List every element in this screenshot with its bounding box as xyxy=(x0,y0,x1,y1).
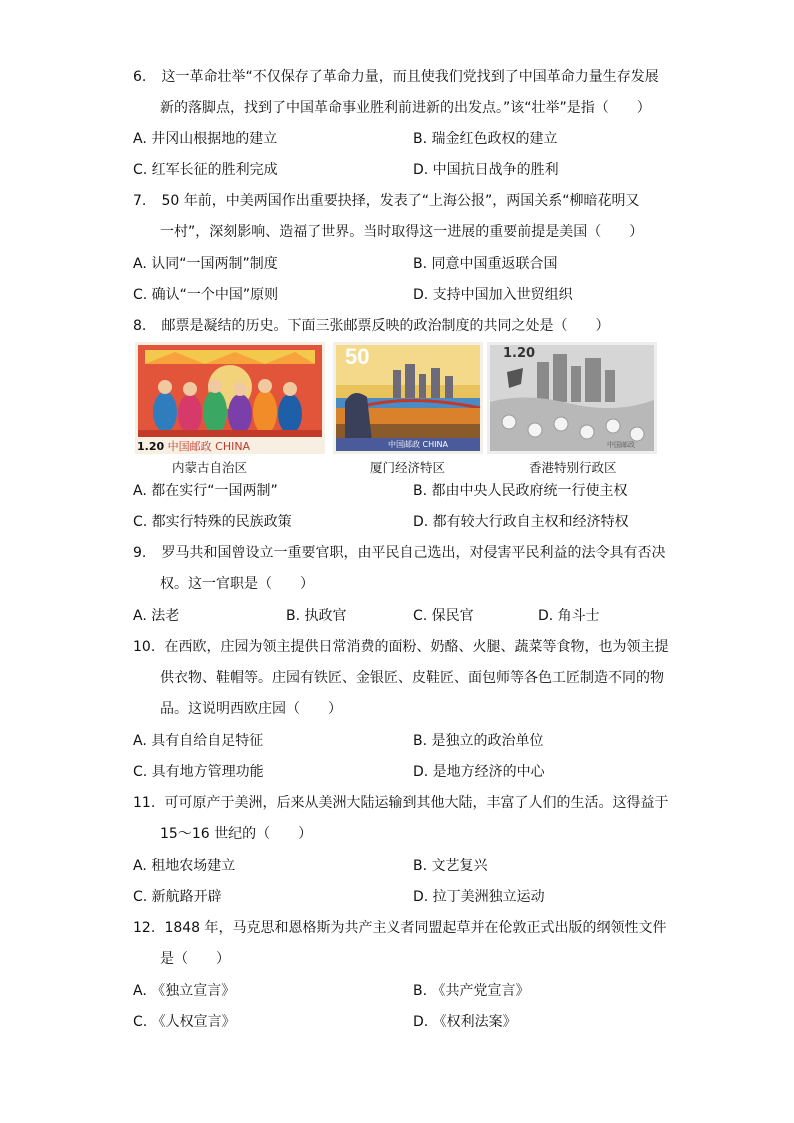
option-a[interactable]: A. 认同“一国两制”制度 xyxy=(133,256,278,272)
question-number: 7. xyxy=(133,193,147,209)
stamp-postal-mark: 中国邮政 CHINA xyxy=(167,440,251,453)
option-b[interactable]: B. 瑞金红色政权的建立 xyxy=(413,131,558,147)
question-number: 6. xyxy=(133,69,147,85)
option-c[interactable]: C. 红军长征的胜利完成 xyxy=(133,162,278,178)
option-a[interactable]: A. 具有自给自足特征 xyxy=(133,733,264,749)
stamp-face-value: 1.20 xyxy=(503,346,536,361)
question-stem-line: 新的落脚点，找到了中国革命事业胜利前进新的出发点。”该“壮举”是指（ ） xyxy=(160,100,651,116)
question-stem-line: 权。这一官职是（ ） xyxy=(160,576,314,592)
option-c[interactable]: C. 新航路开辟 xyxy=(133,889,222,905)
option-d[interactable]: D. 拉丁美洲独立运动 xyxy=(413,889,545,905)
option-b[interactable]: B. 是独立的政治单位 xyxy=(413,733,544,749)
option-d[interactable]: D. 都有较大行政自主权和经济特权 xyxy=(413,514,629,530)
option-d[interactable]: D. 是地方经济的中心 xyxy=(413,764,545,780)
option-a[interactable]: A. 井冈山根据地的建立 xyxy=(133,131,278,147)
question-stem-line: 15～16 世纪的（ ） xyxy=(160,826,313,842)
option-b[interactable]: B. 《共产党宣言》 xyxy=(413,983,530,999)
question-stem-line: 罗马共和国曾设立一重要官职，由平民自己选出，对侵害平民利益的法令具有否决 xyxy=(161,545,666,561)
question-number: 10. xyxy=(133,639,156,655)
question-stem-line: 供衣物、鞋帽等。庄园有铁匠、金银匠、皮鞋匠、面包师等各色工匠制造不同的物 xyxy=(160,670,664,686)
question-stem-line: 可可原产于美洲，后来从美洲大陆运输到其他大陆，丰富了人们的生活。这得益于 xyxy=(164,795,669,811)
question-stem-line: 这一革命壮举“不仅保存了革命力量，而且使我们党找到了中国革命力量生存发展 xyxy=(161,69,659,85)
option-c[interactable]: C. 具有地方管理功能 xyxy=(133,764,264,780)
question-number: 11. xyxy=(133,795,156,811)
option-d[interactable]: D. 中国抗日战争的胜利 xyxy=(413,162,559,178)
option-b[interactable]: B. 同意中国重返联合国 xyxy=(413,256,558,272)
question-stem-line: 1848 年，马克思和恩格斯为共产主义者同盟起草并在伦敦正式出版的纲领性文件 xyxy=(164,920,667,936)
question-stem-line: 是（ ） xyxy=(160,951,230,967)
option-d[interactable]: D. 角斗士 xyxy=(538,608,600,624)
question-number: 8. xyxy=(133,318,147,334)
stamp-inner-mongolia xyxy=(135,342,325,454)
option-d[interactable]: D. 《权利法案》 xyxy=(413,1014,517,1030)
stamp-xiamen xyxy=(333,342,483,454)
option-a[interactable]: A. 法老 xyxy=(133,608,180,624)
option-b[interactable]: B. 执政官 xyxy=(286,608,347,624)
stamp-face-value: 50 xyxy=(345,344,370,369)
question-number: 9. xyxy=(133,545,147,561)
question-stem-line: 邮票是凝结的历史。下面三张邮票反映的政治制度的共同之处是（ ） xyxy=(161,318,610,334)
question-number: 12. xyxy=(133,920,156,936)
option-a[interactable]: A. 都在实行“一国两制” xyxy=(133,483,278,499)
stamp-hong-kong xyxy=(487,342,657,454)
question-stem-line: 一村”，深刻影响、造福了世界。当时取得这一进展的重要前提是美国（ ） xyxy=(160,224,644,240)
option-d[interactable]: D. 支持中国加入世贸组织 xyxy=(413,287,573,303)
question-stem-line: 50 年前，中美两国作出重要抉择，发表了“上海公报”，两国关系“柳暗花明又 xyxy=(161,193,640,209)
option-a[interactable]: A. 租地农场建立 xyxy=(133,858,236,874)
option-c[interactable]: C. 都实行特殊的民族政策 xyxy=(133,514,292,530)
stamp-caption: 香港特别行政区 xyxy=(529,460,617,475)
stamp-face-value: 1.20 xyxy=(137,440,165,453)
stamp-postal-mark: 中国邮政 CHINA xyxy=(388,440,448,449)
option-a[interactable]: A. 《独立宣言》 xyxy=(133,983,236,999)
stamp-caption: 厦门经济特区 xyxy=(370,460,446,475)
option-c[interactable]: C. 《人权宣言》 xyxy=(133,1014,236,1030)
stamp-postal-mark: 中国邮政 xyxy=(607,441,635,449)
question-stem-line: 在西欧，庄园为领主提供日常消费的面粉、奶酪、火腿、蔬菜等食物，也为领主提 xyxy=(164,639,669,655)
question-stem-line: 品。这说明西欧庄园（ ） xyxy=(160,701,342,717)
option-c[interactable]: C. 保民官 xyxy=(413,608,474,624)
option-b[interactable]: B. 都由中央人民政府统一行使主权 xyxy=(413,483,628,499)
stamp-caption: 内蒙古自治区 xyxy=(172,460,248,475)
option-b[interactable]: B. 文艺复兴 xyxy=(413,858,488,874)
option-c[interactable]: C. 确认“一个中国”原则 xyxy=(133,287,279,303)
